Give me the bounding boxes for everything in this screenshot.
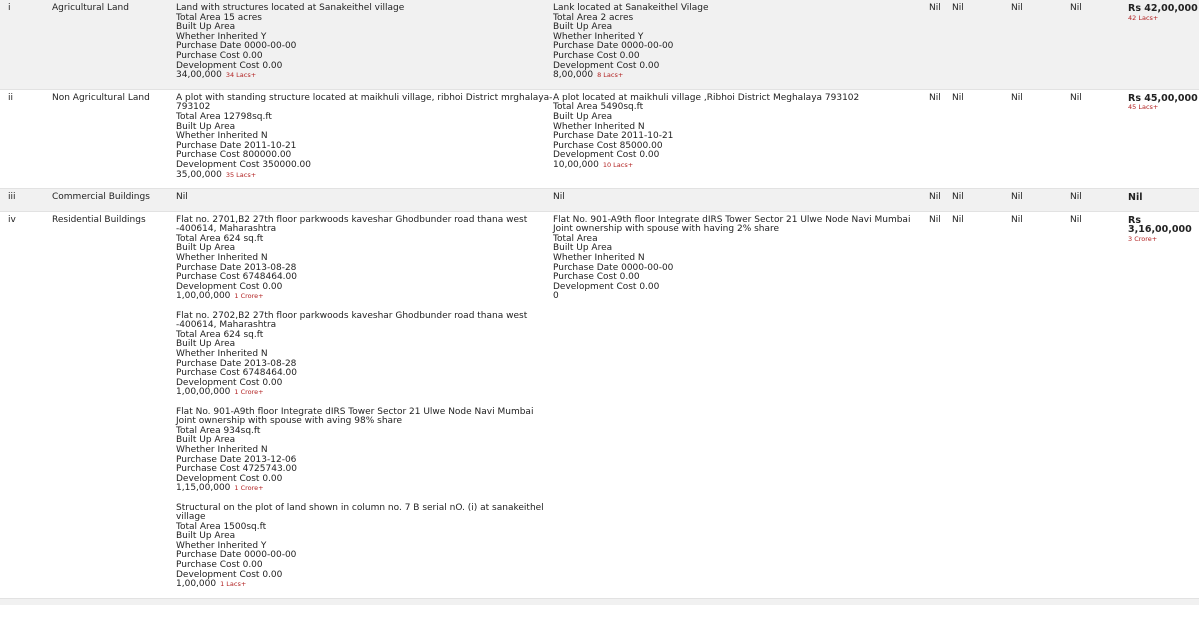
nil-value: Nil <box>1011 214 1023 225</box>
property-value-amount: 10,00,000 <box>553 159 599 170</box>
property-detail-line: Built Up Area <box>176 531 236 542</box>
nil-value: Nil <box>929 192 941 203</box>
property-detail-line: Purchase Date 0000-00-00 <box>553 41 674 52</box>
property-entry <box>176 4 553 81</box>
property-value-amount: 34,00,000 <box>176 70 222 81</box>
spouse-holdings-cell <box>553 89 929 188</box>
property-detail-line: Total Area 15 acres <box>176 12 262 23</box>
property-detail-line: Purchase Cost 0.00 <box>176 50 263 61</box>
property-detail-line: Flat No. 901-A9th floor Integrate dIRS Tower Sector 21 Ulwe Node Navi Mumbai Joint ownership with spouse with aving 98% share <box>176 406 537 427</box>
property-value-amount: 8,00,000 <box>553 70 594 81</box>
property-detail-line: Purchase Date 2013-08-28 <box>176 262 297 273</box>
property-value-amount: 1,00,000 <box>176 579 217 590</box>
property-detail-line: Flat no. 2701,B2 27th floor parkwoods kaveshar Ghodbunder road thana west -400614, Maharashtra <box>176 214 531 235</box>
self-holdings-cell <box>176 89 553 188</box>
property-entry <box>553 94 929 171</box>
property-detail-line: Whether Inherited Y <box>176 31 267 42</box>
property-detail-line: Purchase Date 0000-00-00 <box>176 41 297 52</box>
property-detail-line: Development Cost 0.00 <box>553 281 660 292</box>
property-value <box>176 171 553 181</box>
nil-value: Nil <box>1011 192 1023 203</box>
property-value-words: 34 Lacs+ <box>225 71 257 80</box>
property-value-amount: 35,00,000 <box>176 169 222 180</box>
property-value <box>553 71 929 81</box>
property-detail-line: Purchase Date 2013-08-28 <box>176 358 297 369</box>
property-detail-line: Purchase Cost 800000.00 <box>176 150 292 161</box>
property-detail-line: Development Cost 0.00 <box>176 473 283 484</box>
property-entry <box>553 216 929 302</box>
nil-value: Nil <box>952 192 964 203</box>
property-detail-line: Total Area 5490sq.ft <box>553 102 644 113</box>
property-value-amount: 1,00,00,000 <box>176 387 231 398</box>
property-detail-line: Flat No. 901-A9th floor Integrate dIRS Tower Sector 21 Ulwe Node Navi Mumbai Joint ownership with spouse with having 2% share <box>553 214 914 235</box>
nil-value: Nil <box>929 92 941 103</box>
self-holdings-cell <box>176 0 553 89</box>
nil-value: Nil <box>929 3 941 13</box>
row-total-amount: Rs 45,00,000 <box>1128 92 1198 104</box>
property-detail-line: Development Cost 0.00 <box>553 60 660 71</box>
table-bottom-bar <box>0 599 1199 605</box>
asset-type: Agricultural Land <box>52 3 129 13</box>
self-holdings-cell <box>176 211 553 598</box>
nil-value: Nil <box>1070 3 1082 13</box>
property-detail-line: Total Area 624 sq.ft <box>176 233 264 244</box>
property-detail-line: Purchase Cost 85000.00 <box>553 140 663 151</box>
nil-value: Nil <box>952 92 964 103</box>
property-detail-line: Development Cost 0.00 <box>176 281 283 292</box>
property-value-words: 1 Lacs+ <box>220 580 247 589</box>
nil-value: Nil <box>1070 192 1082 203</box>
property-entry <box>176 408 553 494</box>
table-row <box>0 211 1199 598</box>
row-total-amount: Rs 3,16,00,000 <box>1128 214 1192 236</box>
property-detail-line: Built Up Area <box>553 243 613 254</box>
table-row <box>0 89 1199 188</box>
property-value <box>553 161 929 171</box>
serial-number: iv <box>8 214 16 225</box>
property-value-words: 1 Crore+ <box>234 484 264 493</box>
property-value <box>176 580 553 590</box>
property-detail-line: Built Up Area <box>176 339 236 350</box>
nil-value: Nil <box>952 3 964 13</box>
property-detail-line: Development Cost 0.00 <box>553 150 660 161</box>
property-detail-line: Total Area 934sq.ft <box>176 425 261 436</box>
spouse-holdings-cell: Nil <box>553 192 565 203</box>
property-detail-line: Whether Inherited N <box>553 121 645 132</box>
asset-type: Commercial Buildings <box>52 192 150 203</box>
property-value-amount: 1,00,00,000 <box>176 291 231 302</box>
property-detail-line: Whether Inherited N <box>176 253 268 264</box>
property-entry <box>553 4 929 81</box>
nil-value: Nil <box>929 214 941 225</box>
nil-value: Nil <box>1011 3 1023 13</box>
serial-number: i <box>8 3 11 13</box>
row-total-words: 42 Lacs+ <box>1128 13 1159 22</box>
property-entry <box>176 504 553 590</box>
property-detail-line: Whether Inherited N <box>553 253 645 264</box>
property-value-words: 10 Lacs+ <box>602 160 634 169</box>
property-value-words: 1 Crore+ <box>234 388 264 397</box>
property-detail-line: A plot located at maikhuli village ,Ribhoi District Meghalaya 793102 <box>553 92 860 103</box>
property-detail-line: Total Area 12798sq.ft <box>176 111 272 122</box>
property-detail-line: Whether Inherited Y <box>176 540 267 551</box>
property-detail-line: Purchase Cost 0.00 <box>553 272 640 283</box>
property-detail-line: Total Area <box>553 233 598 244</box>
row-total-words: 45 Lacs+ <box>1128 103 1159 112</box>
property-detail-line: Purchase Date 2013-12-06 <box>176 454 297 465</box>
row-total <box>1128 211 1199 598</box>
row-total <box>1128 89 1199 188</box>
self-holdings-cell: Nil <box>176 192 188 203</box>
table-row <box>0 189 1199 212</box>
row-total <box>1128 189 1199 212</box>
property-detail-line: Built Up Area <box>553 22 613 33</box>
property-detail-line: Built Up Area <box>176 121 236 132</box>
property-detail-line: Purchase Date 2011-10-21 <box>553 131 674 142</box>
property-value-amount: 1,15,00,000 <box>176 483 231 494</box>
property-value <box>176 292 553 302</box>
table-row <box>0 0 1199 89</box>
property-detail-line: Whether Inherited N <box>176 349 268 359</box>
row-total <box>1128 0 1199 89</box>
property-detail-line: Whether Inherited N <box>176 131 268 142</box>
property-detail-line: Purchase Cost 0.00 <box>176 560 263 571</box>
property-value-words: 8 Lacs+ <box>597 71 624 80</box>
nil-value: Nil <box>1070 214 1082 225</box>
property-detail-line: Whether Inherited N <box>176 444 268 455</box>
property-detail-line: Development Cost 0.00 <box>176 569 283 580</box>
property-detail-line: Purchase Cost 0.00 <box>553 50 640 61</box>
property-value <box>176 71 553 81</box>
property-detail-line: Purchase Cost 6748464.00 <box>176 272 297 283</box>
property-detail-line: Purchase Date 0000-00-00 <box>553 262 674 273</box>
asset-type: Non Agricultural Land <box>52 92 150 103</box>
property-detail-line: Total Area 1500sq.ft <box>176 521 267 532</box>
property-detail-line: Purchase Cost 6748464.00 <box>176 368 297 379</box>
spouse-holdings-cell <box>553 0 929 89</box>
nil-value: Nil <box>1070 92 1082 103</box>
property-entry <box>176 216 553 302</box>
row-total-amount: Nil <box>1128 192 1143 204</box>
property-detail-line: Purchase Cost 4725743.00 <box>176 464 297 475</box>
property-detail-line: Whether Inherited Y <box>553 31 644 42</box>
row-total-words: 3 Crore+ <box>1128 234 1158 243</box>
spouse-holdings-cell <box>553 211 929 598</box>
nil-value: Nil <box>952 214 964 225</box>
property-detail-line: Built Up Area <box>176 243 236 254</box>
property-entry <box>176 94 553 180</box>
property-detail-line: Development Cost 0.00 <box>176 377 283 388</box>
property-value-words: 35 Lacs+ <box>225 170 257 179</box>
property-value-words: 1 Crore+ <box>234 292 264 301</box>
property-detail-line: Lank located at Sanakeithel Vilage <box>553 3 709 13</box>
asset-type: Residential Buildings <box>52 214 146 225</box>
property-detail-line: Purchase Date 2011-10-21 <box>176 140 297 151</box>
nil-value: Nil <box>1011 92 1023 103</box>
property-value <box>176 484 553 494</box>
property-detail-line: Development Cost 0.00 <box>176 60 283 71</box>
property-detail-line: Structural on the plot of land shown in column no. 7 B serial nO. (i) at sanakeithel village <box>176 502 547 523</box>
property-detail-line: Land with structures located at Sanakeithel village <box>176 3 405 13</box>
property-detail-line: Built Up Area <box>176 435 236 446</box>
serial-number: ii <box>8 92 14 103</box>
property-detail-line: Development Cost 350000.00 <box>176 159 311 170</box>
property-detail-line: Built Up Area <box>553 111 613 122</box>
serial-number: iii <box>8 192 16 203</box>
property-detail-line: A plot with standing structure located at maikhuli village, ribhoi District mrghalaya-793102 <box>176 92 553 113</box>
property-detail-line: Total Area 2 acres <box>553 12 634 23</box>
property-value <box>176 388 553 398</box>
property-detail-line: Purchase Date 0000-00-00 <box>176 550 297 561</box>
property-detail-line: Built Up Area <box>176 22 236 33</box>
property-detail-line: Total Area 624 sq.ft <box>176 329 264 340</box>
property-value-amount: 0 <box>553 291 559 302</box>
row-total-amount: Rs 42,00,000 <box>1128 3 1198 14</box>
property-entry <box>176 312 553 398</box>
property-detail-line: Flat no. 2702,B2 27th floor parkwoods kaveshar Ghodbunder road thana west -400614, Maharashtra <box>176 310 531 331</box>
property-value <box>553 292 929 302</box>
